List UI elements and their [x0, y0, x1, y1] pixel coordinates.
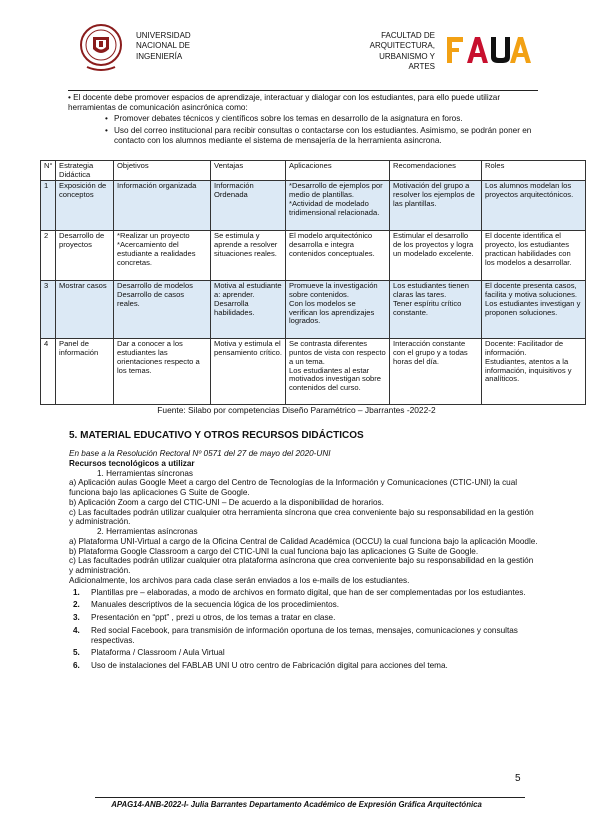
col-header: Ventajas	[211, 161, 286, 181]
table-source: Fuente: Silabo por competencias Diseño Paramétrico – Jbarrantes -2022-2	[157, 405, 436, 415]
table-cell: Motiva y estimula el pensamiento crítico.	[211, 339, 286, 405]
col-header: Objetivos	[114, 161, 211, 181]
list-item: 6. Uso de instalaciones del FABLAB UNI U otro centro de Fabricación digital para acciones del tema.	[73, 661, 448, 670]
list-item: 2. Manuales descriptivos de la secuencia lógica de los procedimientos.	[73, 600, 340, 610]
page-number: 5	[515, 773, 521, 784]
section-title: 5. MATERIAL EDUCATIVO Y OTROS RECURSOS DIDÁCTICOS	[69, 430, 364, 441]
table-cell: Panel de información	[56, 339, 114, 405]
faculty-name: FACULTAD DE ARQUITECTURA, URBANISMO Y ARTES	[369, 31, 435, 72]
table-cell: Motiva al estudiante a: aprender. Desarrolla habilidades.	[211, 281, 286, 339]
footer-divider	[95, 797, 525, 798]
table-cell: *Realizar un proyecto *Acercamiento del estudiante a realidades concretas.	[114, 231, 211, 281]
table-cell: Desarrollo de modelos Desarrollo de casos reales.	[114, 281, 211, 339]
table-cell: Se estimula y aprende a resolver situaciones reales.	[211, 231, 286, 281]
table-row	[41, 181, 586, 231]
table-cell: 4	[41, 339, 56, 405]
resolution-note: En base a la Resolución Rectoral Nº 0571 del 27 de mayo del 2020-UNI	[69, 449, 331, 458]
list-item: 4. Red social Facebook, para transmisión de información oportuna de los temas, mensajes, comunicaciones y consultas respectivas.	[73, 625, 518, 645]
table-cell: 3	[41, 281, 56, 339]
didactic-strategies-table	[40, 160, 586, 405]
table-cell: 2	[41, 231, 56, 281]
table-cell: Los alumnos modelan los proyectos arquitectónicos.	[482, 181, 586, 231]
sync-item: a) Aplicación aulas Google Meet a cargo del Centro de Tecnologías de la Información y Comunicaciones (CTIC-UNI) la cual funciona bajo las aplicaciones G Suite de Google.	[69, 478, 518, 497]
table-cell: El modelo arquitectónico desarrolla e integra contenidos conceptuales.	[286, 231, 390, 281]
col-header: Estrategia Didáctica	[56, 161, 114, 181]
list-item: 5. Plataforma / Classroom / Aula Virtual	[73, 648, 225, 658]
table-cell: El docente identifica el proyecto, los estudiantes practican habilidades con los modelos a desarrollar.	[482, 231, 586, 281]
table-row	[41, 339, 586, 405]
intro-bullet: • Uso del correo institucional para recibir consultas o contactarse con los estudiantes. Asimismo, se podrán poner en contacto con los alumnos mediante el sistema de mensajería de la herramienta asincrona.	[114, 126, 538, 145]
sync-heading: 1. Herramientas síncronas	[97, 468, 194, 478]
university-name: UNIVERSIDAD NACIONAL DE INGENIERÍA	[136, 31, 191, 61]
table-cell: Los estudiantes tienen claras las tares. Tener espíritu crítico constante.	[390, 281, 482, 339]
intro-lead: • El docente debe promover espacios de aprendizaje, interactuar y dialogar con los estudiantes, para ello puede utilizar herramientas de comunicación asincrónica como:	[68, 93, 501, 112]
table-row	[41, 231, 586, 281]
faua-logo	[447, 37, 531, 63]
async-item: a) Plataforma UNI-Virtual a cargo de la Oficina Central de Calidad Académica (OCCU) la cual funciona bajo la aplicación Moodle.	[69, 536, 538, 546]
col-header: Roles	[482, 161, 586, 181]
materials-list	[69, 588, 539, 671]
table-cell: Interacción constante con el grupo y a todas horas del día.	[390, 339, 482, 405]
table-cell: Mostrar casos	[56, 281, 114, 339]
table-cell: Información Ordenada	[211, 181, 286, 231]
table-cell: Promueve la investigación sobre contenidos. Con los modelos se verifican los aprendizajes logrados.	[286, 281, 390, 339]
university-seal-icon	[79, 23, 123, 73]
page-header	[0, 0, 593, 90]
async-item: c) Las facultades podrán utilizar cualquier otra plataforma asíncrona que crea conveniente bajo su responsabilidad en la gestión y administración.	[69, 556, 534, 575]
intro-bullets	[68, 114, 538, 145]
header-divider	[68, 90, 538, 91]
table-row	[41, 281, 586, 339]
table-cell: Motivación del grupo a resolver los ejemplos de las plantillas.	[390, 181, 482, 231]
intro-bullet: • Promover debates técnicos y científicos sobre los temas en desarrollo de la asignatura en foros.	[114, 114, 538, 124]
table-cell: Desarrollo de proyectos	[56, 231, 114, 281]
table-cell: Información organizada	[114, 181, 211, 231]
list-item: 1. Plantillas pre – elaboradas, a modo de archivos en formato digital, que han de ser complementadas por los estudiantes.	[73, 587, 526, 597]
col-header: Aplicaciones	[286, 161, 390, 181]
async-heading: 2. Herramientas asíncronas	[97, 527, 198, 536]
page-footer: APAG14-ANB-2022-I- Julia Barrantes Departamento Académico de Expresión Gráfica Arquitectónica	[111, 800, 482, 809]
table-cell: Docente: Facilitador de información. Estudiantes, atentos a la información, inquisitivos y analíticos.	[482, 339, 586, 405]
table-cell: *Desarrollo de ejemplos por medio de plantillas. *Actividad de modelado tridimensional relacionada.	[286, 181, 390, 231]
resources-subtitle: Recursos tecnológicos a utilizar	[69, 458, 195, 468]
table-cell: 1	[41, 181, 56, 231]
table-cell: Estimular el desarrollo de los proyectos y logra un modelado excelente.	[390, 231, 482, 281]
additional-note: Adicionalmente, los archivos para cada clase serán enviados a los e-mails de los estudiantes.	[69, 575, 410, 585]
table-cell: Dar a conocer a los estudiantes las orientaciones respecto a los temas.	[114, 339, 211, 405]
table-cell: El docente presenta casos, facilita y motiva soluciones. Los estudiantes investigan y proponen soluciones.	[482, 281, 586, 339]
section-body	[69, 449, 539, 674]
async-item: b) Plataforma Google Classroom a cargo del CTIC-UNI la cual funciona bajo las aplicaciones G Suite de Google.	[69, 546, 479, 556]
intro-block	[68, 93, 538, 147]
col-header: N°	[41, 161, 56, 181]
list-item: 3. Presentación en “ppt” , prezi u otros, de los temas a tratar en clase.	[73, 613, 336, 622]
sync-item: b) Aplicación Zoom a cargo del CTIC-UNI – De acuerdo a la disponibilidad de horarios.	[69, 497, 384, 507]
table-cell: Exposición de conceptos	[56, 181, 114, 231]
table-header-row	[41, 161, 586, 181]
col-header: Recomendaciones	[390, 161, 482, 181]
sync-item: c) Las facultades podrán utilizar cualquier otra herramienta síncrona que crea conveniente bajo su responsabilidad en la gestión y administración.	[69, 507, 534, 527]
table-cell: Se contrasta diferentes puntos de vista con respecto a un tema. Los estudiantes al estar motivados investigan sobre contenidos del curso.	[286, 339, 390, 405]
